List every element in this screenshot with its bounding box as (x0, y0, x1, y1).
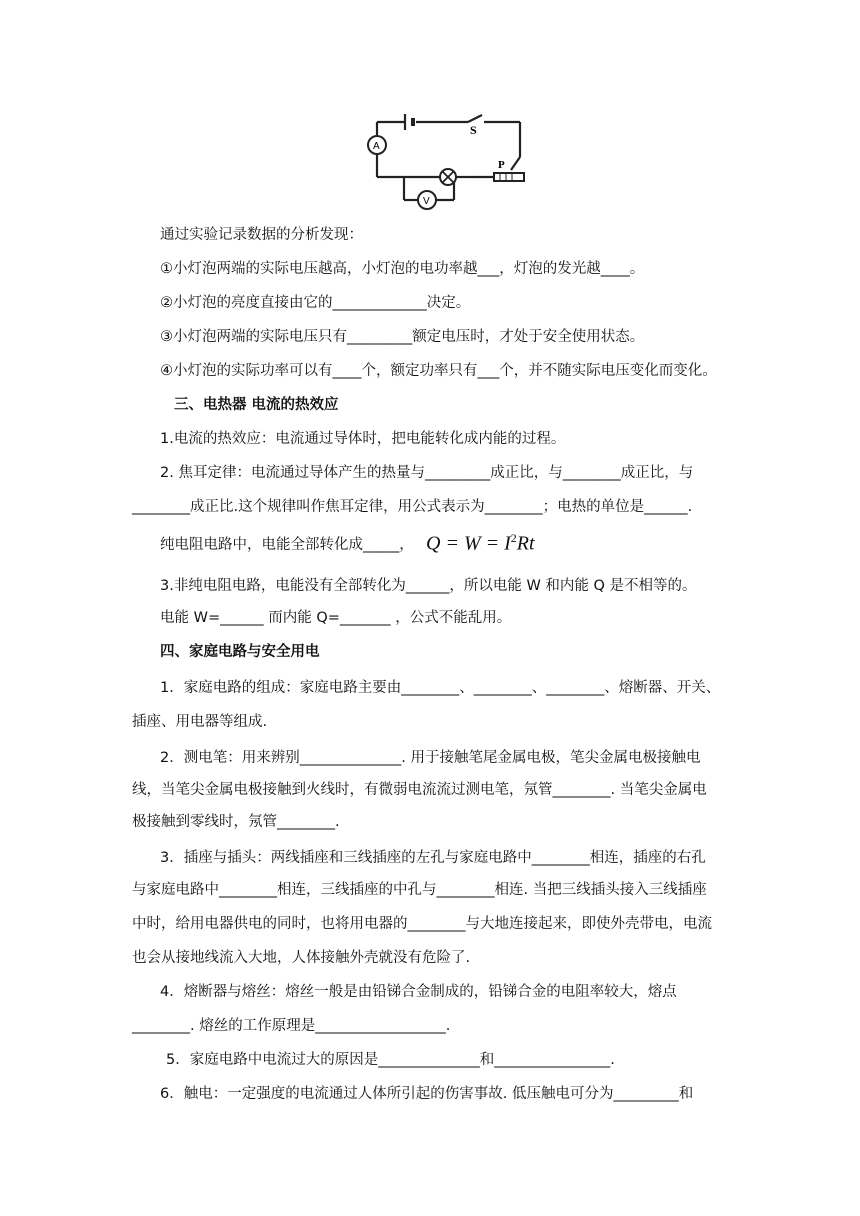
section4-heading: 四、家庭电路与安全用电 (160, 644, 320, 660)
joule-law-line-2: ________成正比.这个规律叫作焦耳定律，用公式表示为________；电热的单位是______. (132, 499, 693, 515)
formula-lhs: Q = W = I (426, 532, 511, 555)
socket-line-2: 与家庭电路中________相连，三线插座的中孔与________相连. 当把三线插头接入三线插座 (132, 882, 707, 898)
pure-resistor-text: 纯电阻电路中，电能全部转化成_____， (160, 537, 414, 553)
formula-rhs: Rt (516, 532, 535, 555)
findings-intro: 通过实验记录数据的分析发现： (160, 227, 363, 243)
voltmeter-label: V (423, 196, 430, 207)
test-pen-line-1: 2．测电笔：用来辨别______________. 用于接触笔尾金属电极，笔尖金属电极接触电 (160, 750, 701, 766)
finding-1: ①小灯泡两端的实际电压越高，小灯泡的电功率越___，灯泡的发光越____。 (160, 261, 645, 277)
switch-label: S (470, 123, 477, 137)
socket-line-4: 也会从接地线流入大地，人体接触外壳就没有危险了. (132, 950, 471, 966)
energy-blanks-line: 电能 W=______ 而内能 Q=_______ ，公式不能乱用。 (160, 610, 512, 626)
ammeter-label: A (373, 141, 380, 152)
rheostat-label: P (498, 159, 505, 171)
electric-shock-line: 6．触电：一定强度的电流通过人体所引起的伤害事故. 低压触电可分为_________和 (160, 1086, 694, 1102)
finding-4: ④小灯泡的实际功率可以有____个，额定功率只有___个，并不随实际电压变化而变化。 (160, 363, 717, 379)
test-pen-line-2: 线，当笔尖金属电极接触到火线时，有微弱电流流过测电笔，氖管________. 当笔尖金属电 (132, 782, 707, 798)
finding-3: ③小灯泡两端的实际电压只有_________额定电压时，才处于安全使用状态。 (160, 329, 645, 345)
fuse-line-2: ________. 熔丝的工作原理是__________________. (132, 1018, 451, 1034)
finding-2: ②小灯泡的亮度直接由它的_____________决定。 (160, 295, 471, 311)
joule-law-line-1: 2. 焦耳定律：电流通过导体产生的热量与_________成正比，与________成正比，与 (160, 465, 694, 481)
non-pure-resistor-text: 3.非纯电阻电路，电能没有全部转化为______，所以电能 W 和内能 Q 是不相等的。 (160, 578, 697, 594)
socket-line-1: 3．插座与插头：两线插座和三线插座的左孔与家庭电路中________相连，插座的右孔 (160, 850, 706, 866)
circuit-diagram (360, 112, 530, 212)
household-circuit-line-2: 插座、用电器等组成. (132, 714, 268, 730)
fuse-line-1: 4．熔断器与熔丝：熔丝一般是由铅锑合金制成的，铅锑合金的电阻率较大，熔点 (160, 984, 677, 1000)
test-pen-line-3: 极接触到零线时，氖管________. (132, 814, 340, 830)
socket-line-3: 中时，给用电器供电的同时，也将用电器的________与大地连接起来，即使外壳带电，电流 (132, 916, 712, 932)
joule-formula (426, 531, 535, 556)
household-circuit-line-1: 1．家庭电路的组成：家庭电路主要由________、________、________、熔断器、开关、 (160, 680, 721, 696)
formula-exponent: 2 (510, 531, 517, 545)
heat-effect-definition: 1.电流的热效应：电流通过导体时，把电能转化成内能的过程。 (160, 431, 566, 447)
overcurrent-causes-line: 5．家庭电路中电流过大的原因是______________和________________. (166, 1052, 615, 1068)
section3-heading: 三、电热器 电流的热效应 (174, 397, 339, 413)
